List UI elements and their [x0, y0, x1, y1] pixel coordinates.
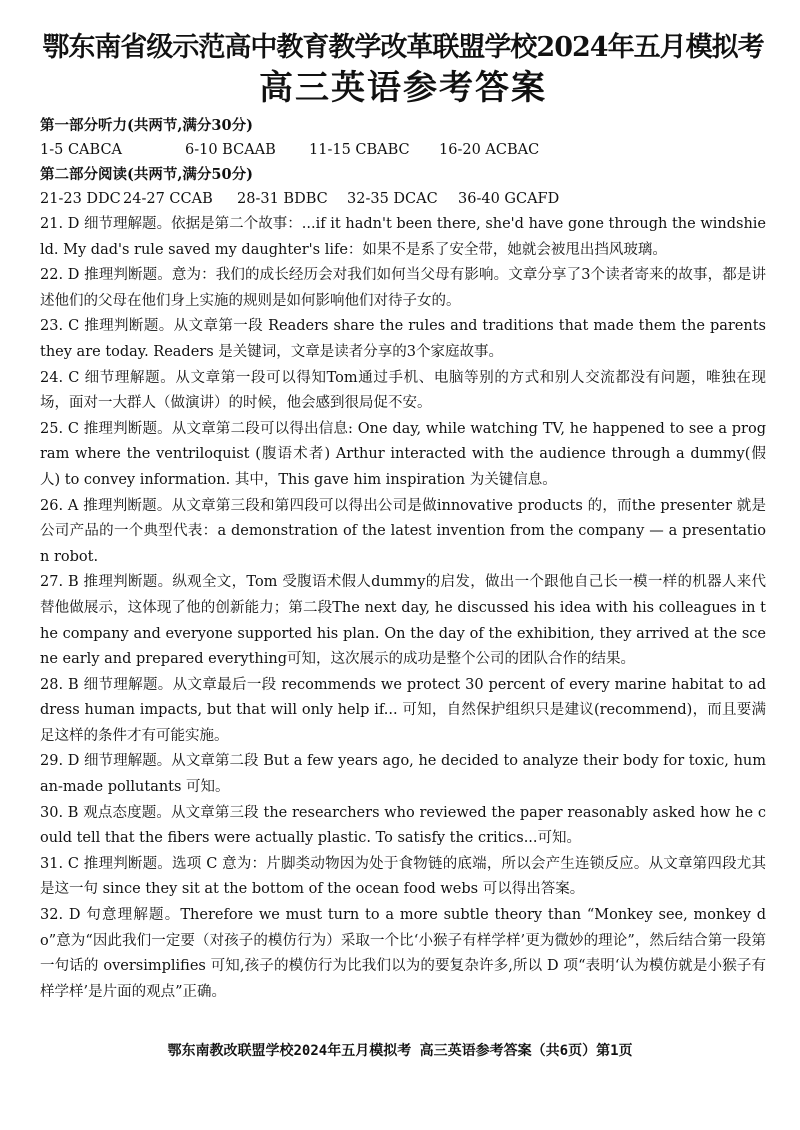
explanation-list	[40, 212, 766, 1005]
document-title: 鄂东南省级示范高中教育教学改革联盟学校2024年五月模拟考	[42, 32, 764, 63]
answer-group: 28-31 BDBC	[237, 191, 328, 207]
document-subtitle: 高三英语参考答案	[259, 68, 547, 108]
answer-group: 32-35 DCAC	[347, 191, 438, 207]
explanation-30: 30. B 观点态度题。从文章第三段 the researchers who reviewed the paper reasonably asked how he could tell that the fibers were actually plastic. To satisfy the critics...可知。	[40, 804, 766, 847]
explanation-29: 29. D 细节理解题。从文章第二段 But a few years ago, he decided to analyze their body for toxic, human-made pollutants 可知。	[40, 753, 766, 796]
answer-group: 6-10 BCAAB	[185, 142, 276, 158]
explanation-24: 24. C 细节理解题。从文章第一段可以得知Tom通过手机、电脑等别的方式和别人交流都没有问题，唯独在现场，面对一大群人（做演讲）的时候，他会感到很局促不安。	[40, 369, 766, 412]
answer-group: 21-23 DDC	[40, 191, 121, 207]
explanation-22: 22. D 推理判断题。意为：我们的成长经历会对我们如何当父母有影响。文章分享了3个读者寄来的故事，都是讲述他们的父母在他们身上实施的规则是如何影响他们对待子女的。	[40, 267, 766, 309]
explanation-28: 28. B 细节理解题。从文章最后一段 recommends we protect 30 percent of every marine habitat to address human impacts, but that will only help if... 可知，自然保护组织只是建议(recommend)，而且要满足这样的条件才有可能实施。	[40, 676, 766, 744]
explanation-21: 21. D 细节理解题。依据是第二个故事：...if it hadn't been there, she'd have gone through the windshield. My dad's rule saved my daughter's life：如果不是系了安全带，她就会被甩出挡风玻璃。	[40, 216, 766, 258]
part2-answers	[40, 187, 766, 212]
explanation-25: 25. C 推理判断题。从文章第二段可以得出信息: One day, while watching TV, he happened to see a program where the ventriloquist (腹语术者) Arthur interacted with the audience through a dummy(假人) to convey information. 其中，This gave him inspiration 为关键信息。	[40, 420, 766, 488]
page-footer: 鄂东南教改联盟学校2024年五月模拟考 高三英语参考答案（共6页）第1页	[167, 1043, 633, 1059]
explanation-32: 32. D 句意理解题。Therefore we must turn to a more subtle theory than “Monkey see, monkey do”意为“因此我们一定要（对孩子的模仿行为）采取一个比‘小猴子有样学样’更为微妙的理论”，然后结合第一段第一句话的 oversimplifies 可知,孩子的模仿行为比我们以为的要复杂许多,所以 D 项“表明‘认为模仿就是小猴子有样学样’是片面的观点”正确。	[40, 907, 766, 1000]
answer-group: 16-20 ACBAC	[439, 142, 540, 158]
explanation-26: 26. A 推理判断题。从文章第三段和第四段可以得出公司是做innovative products 的，而the presenter 就是公司产品的一个典型代表：a demonstration of the latest invention from the company — a presentation robot.	[40, 497, 766, 565]
explanation-23: 23. C 推理判断题。从文章第一段 Readers share the rules and traditions that made them the parents they are today. Readers 是关键词，文章是读者分享的3个家庭故事。	[40, 318, 766, 360]
part1-answers	[40, 138, 766, 163]
answer-group: 1-5 CABCA	[40, 142, 123, 158]
answer-group: 36-40 GCAFD	[458, 191, 560, 207]
answer-group: 11-15 CBABC	[309, 142, 410, 158]
part1-heading: 第一部分听力(共两节,满分30分)	[40, 117, 253, 134]
explanation-27: 27. B 推理判断题。纵观全文，Tom 受腹语术假人dummy的启发，做出一个跟他自己长一模一样的机器人来代替他做展示，这体现了他的创新能力；第二段The next day, he discussed his idea with his colleagues in the company and everyone supported his plan. On the day of the exhibition, they arrived at the scene early and prepared everything可知，这次展示的成功是整个公司的团队合作的结果。	[40, 574, 766, 668]
answer-group: 24-27 CCAB	[123, 191, 213, 207]
part2-heading: 第二部分阅读(共两节,满分50分)	[40, 166, 253, 183]
explanation-31: 31. C 推理判断题。选项 C 意为：片脚类动物因为处于食物链的底端，所以会产生连锁反应。从文章第四段尤其是这一句 since they sit at the bottom of the ocean food webs 可以得出答案。	[40, 855, 766, 898]
